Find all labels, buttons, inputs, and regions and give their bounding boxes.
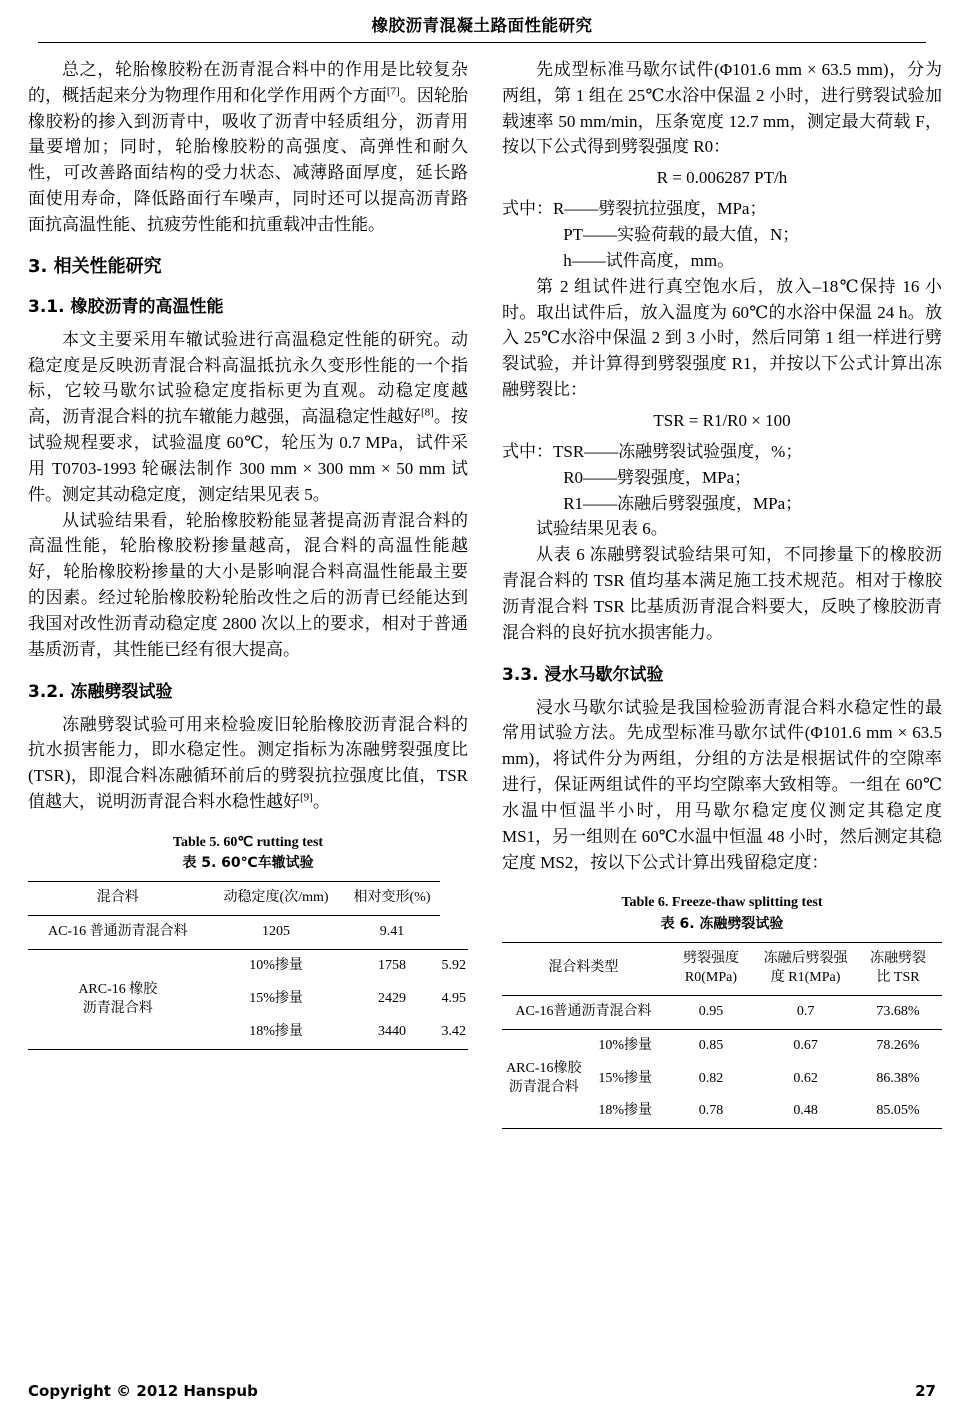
right-column: [502, 57, 942, 1129]
table5-group-label: [28, 950, 208, 1050]
table6-header-row: [502, 942, 942, 995]
definition-line-h: h——试件高度，mm。: [563, 250, 735, 270]
copyright-text: Copyright © 2012 Hanspub: [28, 1382, 258, 1400]
table6-header-1-line2: R0(MPa): [684, 969, 738, 985]
section-heading-3: 3. 相关性能研究: [28, 255, 162, 277]
right-paragraph-1: 先成型标准马歇尔试件(Φ101.6 mm × 63.5 mm)，分为两组，第 1 组在 25℃水浴中保温 2 小时，进行劈裂试验加载速率 50 mm/min，压条宽度 12.7 mm，测定最大荷载 F，按以下公式得到劈裂强度 R0：: [502, 60, 942, 157]
table5-group-label-line1: ARC-16 橡胶: [78, 981, 158, 997]
page-footer: [28, 1382, 936, 1400]
section-heading-3-1: 3.1. 橡胶沥青的高温性能: [28, 296, 224, 317]
table6-caption: [502, 893, 942, 934]
table5-caption: [28, 833, 468, 874]
table6-group-label-line2: 沥青混合料: [508, 1079, 579, 1095]
formula-r0: R = 0.006287 PT/h: [656, 168, 788, 188]
formula-tsr: TSR = R1/R0 × 100: [653, 410, 791, 430]
table6-row3-sub: 18%掺量: [598, 1103, 653, 1119]
table5-header-0: 混合料: [28, 882, 208, 916]
definition-line-r: 式中：R——劈裂抗拉强度，MPa；: [502, 199, 767, 219]
table5-row1-c2: 5.92: [440, 950, 469, 983]
table5-caption-cn: 表 5. 60℃车辙试验: [182, 855, 314, 872]
table5-row0-c1: 1205: [208, 916, 345, 950]
definition-line-pt: PT——实验荷载的最大值，N；: [563, 225, 800, 245]
section-heading-3-2: 3.2. 冻融劈裂试验: [28, 681, 173, 702]
table5-row2-c2: 4.95: [441, 991, 466, 1007]
right-paragraph-4: 浸水马歇尔试验是我国检验沥青混合料水稳定性的最常用试验方法。先成型标准马歇尔试件(Φ101.6 mm × 63.5 mm)，将试件分为两组，分组的方法是根据试件的空隙率进行，保证两组试件的平均空隙率大致相等。一组在 60℃水温中恒温半小时，用马歇尔稳定度仪测定其稳定度 MS1，另一组则在 60℃水温中恒温 48 小时，然后测定其稳定度 MS2，按以下公式计算出残留稳定度：: [502, 697, 942, 872]
table6-row0-sub: AC-16普通沥青混合料: [502, 995, 665, 1029]
table6: [502, 942, 942, 1129]
page-number: 27: [915, 1382, 936, 1400]
table6-group-label: [502, 1029, 586, 1129]
table-row: [28, 916, 468, 950]
table6-row2-sub: 15%掺量: [598, 1070, 653, 1086]
table5-row3-c1: 3440: [378, 1024, 406, 1040]
definition-line-result: 试验结果见表 6。: [536, 519, 668, 539]
table6-row2-c1: 0.82: [698, 1070, 724, 1086]
table6-header-1: [665, 942, 757, 995]
table-row: [502, 995, 942, 1029]
definition-line-tsr: 式中：TSR——冻融劈裂试验强度，%；: [502, 441, 803, 461]
table6-header-2: [757, 942, 854, 995]
definition-line-r1: R1——冻融后劈裂强度，MPa；: [563, 493, 803, 513]
table5-row1-c1: 1758: [345, 950, 440, 983]
table6-row1-sub: 10%掺量: [586, 1029, 665, 1062]
table-row: [502, 1029, 942, 1062]
definition-list-1: [502, 196, 942, 273]
table6-row0-c3: 73.68%: [854, 995, 942, 1029]
table6-caption-en: Table 6. Freeze-thaw splitting test: [621, 895, 823, 911]
table6-row2-c3: 86.38%: [876, 1070, 920, 1086]
left-paragraph-3: 从试验结果看，轮胎橡胶粉能显著提高沥青混合料的高温性能，轮胎橡胶粉掺量越高，混合料的高温性能越好，轮胎橡胶粉掺量的大小是影响混合料高温性能最主要的因素。经过轮胎橡胶粉轮胎改性之后的沥青已经能达到我国对改性沥青动稳定度 2800 次以上的要求，相对于普通基质沥青，其性能已经有很大提高。: [28, 510, 468, 659]
table5-row2-c1: 2429: [378, 991, 406, 1007]
table6-header-3-line1: 冻融劈裂: [869, 950, 926, 966]
table5: [28, 881, 468, 1049]
table6-row1-c3: 78.26%: [854, 1029, 942, 1062]
table6-header-0: 混合料类型: [502, 942, 665, 995]
table6-header-3-line2: 比 TSR: [876, 969, 920, 985]
table6-row2-c2: 0.62: [793, 1070, 818, 1086]
table6-header-2-line2: 度 R1(MPa): [770, 969, 841, 985]
table6-header-3: [854, 942, 942, 995]
table5-header-2: 相对变形(%): [345, 882, 440, 916]
left-paragraph-2: 本文主要采用车辙试验进行高温稳定性能的研究。动稳定度是反映沥青混合料高温抵抗永久变形性能的一个指标，它较马歇尔试验稳定度指标更为直观。动稳定度越高，沥青混合料的抗车辙能力越强，高温稳定性越好[8]。按试验规程要求，试验温度 60℃，轮压为 0.7 MPa，试件采用 T0703-1993 轮碾法制作 300 mm × 300 mm × 50 mm 试件。测定其动稳定度，测定结果见表 5。: [28, 329, 469, 504]
left-paragraph-1: 总之，轮胎橡胶粉在沥青混合料中的作用是比较复杂的，概括起来分为物理作用和化学作用两个方面[7]。因轮胎橡胶粉的掺入到沥青中，吸收了沥青中轻质组分，沥青用量要增加；同时，轮胎橡胶粉的高强度、高弹性和耐久性，可改善路面结构的受力状态、减薄路面厚度，延长路面使用寿命，降低路面行车噪声，同时还可以提高沥青路面抗高温性能、抗疲劳性能和抗重载冲击性能。: [28, 60, 469, 234]
table5-header-1: 动稳定度(次/mm): [208, 882, 345, 916]
running-head: 橡胶沥青混凝土路面性能研究: [371, 16, 593, 35]
table6-row0-c2: 0.7: [757, 995, 854, 1029]
right-paragraph-3: 从表 6 冻融劈裂试验结果可知，不同掺量下的橡胶沥青混合料的 TSR 值均基本满足施工技术规范。相对于橡胶沥青混合料 TSR 比基质沥青混合料要大，反映了橡胶沥青混合料的良好抗水损害能力。: [502, 545, 942, 642]
table6-row3-c3: 85.05%: [876, 1103, 920, 1119]
table6-group-label-line1: ARC-16橡胶: [506, 1061, 582, 1077]
left-column: [28, 57, 468, 1050]
table6-header-2-line1: 冻融后劈裂强: [763, 950, 848, 966]
table6-header-1-line1: 劈裂强度: [682, 950, 739, 966]
table6-row0-c1: 0.95: [665, 995, 757, 1029]
table5-row3-c2: 3.42: [441, 1024, 466, 1040]
table6-row3-c2: 0.48: [793, 1103, 818, 1119]
left-paragraph-4: 冻融劈裂试验可用来检验废旧轮胎橡胶沥青混合料的抗水损害能力，即水稳定性。测定指标为冻融劈裂强度比(TSR)，即混合料冻融循环前后的劈裂抗拉强度比值，TSR 值越大，说明沥青混合料水稳性越好[9]。: [28, 714, 468, 812]
table6-row1-c1: 0.85: [665, 1029, 757, 1062]
table6-row3-c1: 0.78: [698, 1103, 724, 1119]
table-row: [28, 950, 468, 983]
table5-group-label-line2: 沥青混合料: [82, 1000, 153, 1016]
section-heading-3-3: 3.3. 浸水马歇尔试验: [502, 664, 664, 685]
definition-line-r0: R0——劈裂强度，MPa；: [563, 467, 752, 487]
table6-caption-cn: 表 6. 冻融劈裂试验: [660, 915, 784, 932]
table5-row1-sub: 10%掺量: [208, 950, 345, 983]
table5-row2-sub: 15%掺量: [249, 991, 303, 1007]
two-column-body: [28, 57, 942, 1129]
header-rule: [38, 42, 926, 43]
table5-row0-label: AC-16 普通沥青混合料: [28, 916, 208, 950]
table5-row0-c2: 9.41: [345, 916, 440, 950]
table5-row3-sub: 18%掺量: [249, 1024, 303, 1040]
right-paragraph-2: 第 2 组试件进行真空饱水后，放入–18℃保持 16 小时。取出试件后，放入温度为 60℃的水浴中保温 24 h。放入 25℃水浴中保温 2 到 3 小时，然后同第 1 组一样进行劈裂试验，并计算得到劈裂强度 R1，并按以下公式计算出冻融劈裂比：: [502, 276, 942, 400]
table5-caption-en: Table 5. 60℃ rutting test: [172, 834, 324, 850]
table5-header-row: [28, 882, 468, 916]
table6-row1-c2: 0.67: [757, 1029, 854, 1062]
definition-list-2: [502, 439, 942, 542]
